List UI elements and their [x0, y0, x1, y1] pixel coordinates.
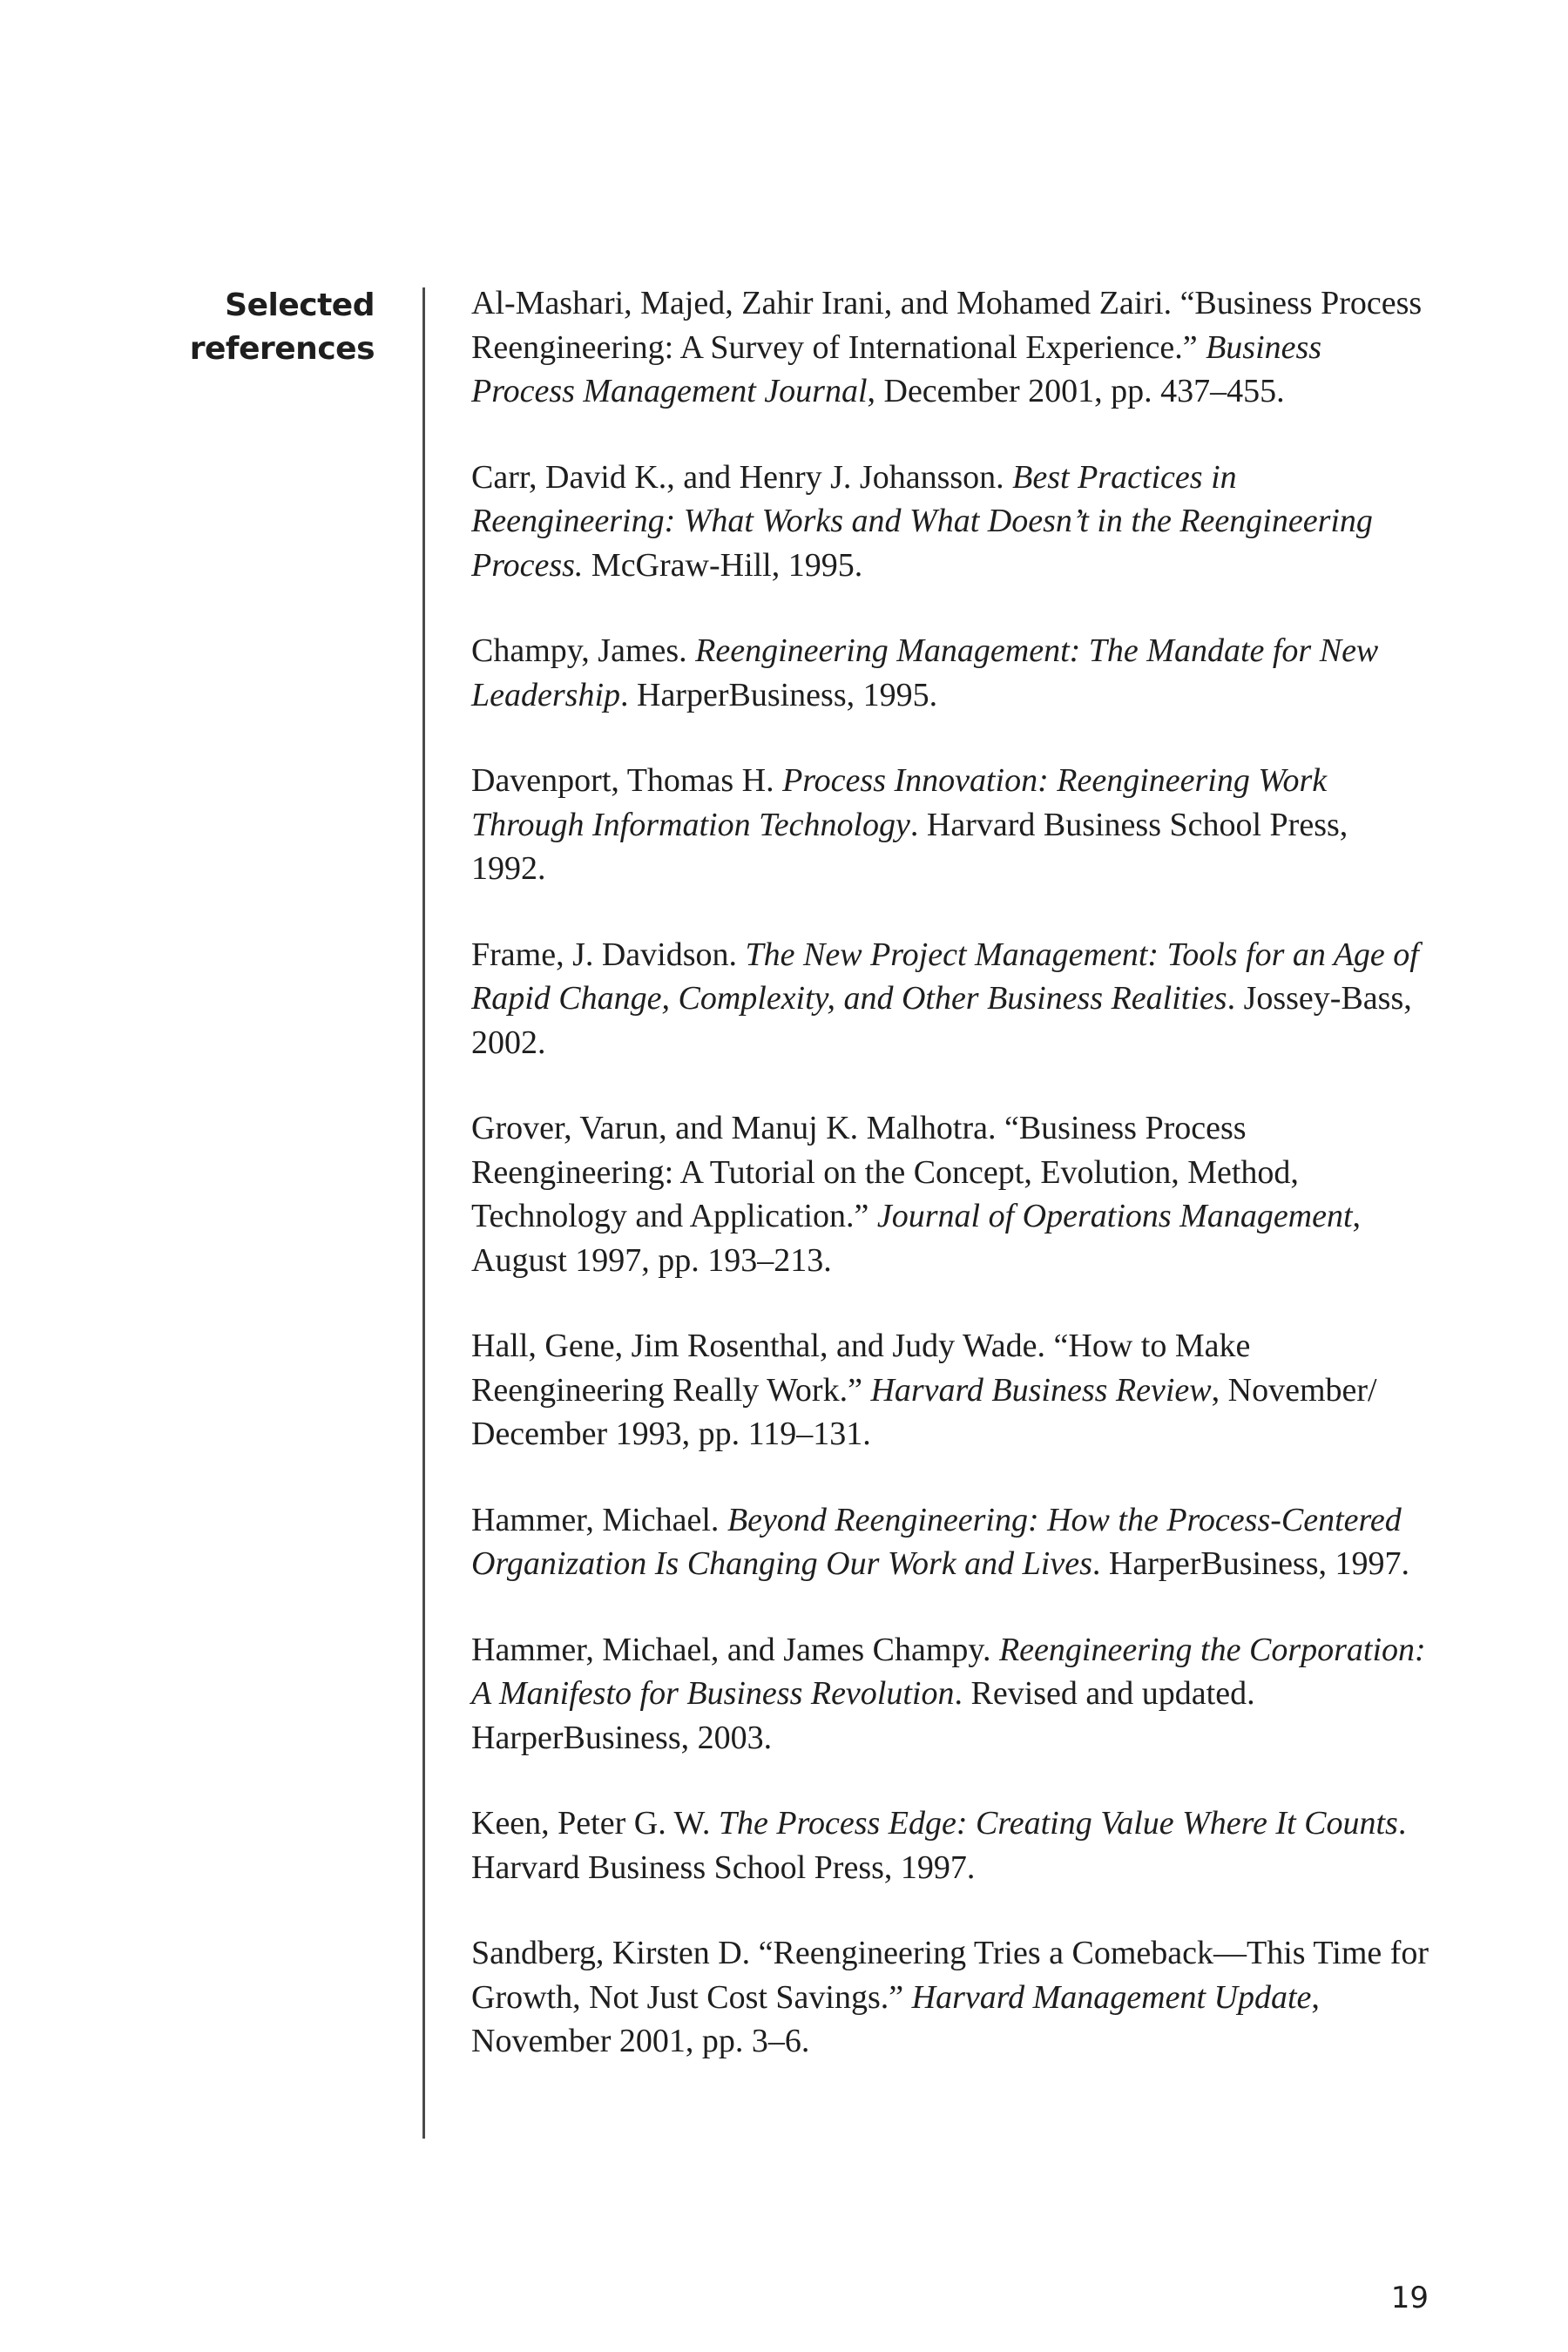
reference-entry — [471, 1498, 1429, 1586]
reference-text: McGraw-Hill, 1995. — [583, 546, 863, 584]
reference-text: Carr, David K., and Henry J. Johansson. — [471, 458, 1013, 496]
reference-text: Davenport, Thomas H. — [471, 762, 783, 799]
page-number: 19 — [1390, 2281, 1429, 2315]
reference-text: Frame, J. Davidson. — [471, 936, 746, 973]
reference-text: , November/ December 1993, pp. 119–131. — [471, 1371, 1377, 1452]
reference-title: The Process Edge: Creating Value Where It Counts — [718, 1805, 1398, 1842]
reference-text: Hammer, Michael, and James Champy. — [471, 1631, 999, 1668]
reference-text: Grover, Varun, and Manuj K. Malhotra. “Business Process Reengineering: A Tutorial on the Concept, Evolution, Method, Technology and Application.” — [471, 1110, 1299, 1234]
reference-text: . Revised and updated. HarperBusiness, 2003. — [471, 1675, 1255, 1756]
section-heading-line-2: references — [189, 331, 375, 367]
reference-text: Sandberg, Kirsten D. “Reengineering Tries a Comeback—This Time for Growth, Not Just Cost Savings.” — [471, 1935, 1429, 2016]
reference-title: Reengineering Management: The Mandate for New Leadership — [471, 632, 1379, 713]
reference-entry — [471, 1106, 1429, 1282]
reference-text: , November 2001, pp. 3–6. — [471, 1978, 1320, 2059]
reference-text: Hall, Gene, Jim Rosenthal, and Judy Wade. “How to Make Reengineering Really Work.” — [471, 1328, 1251, 1409]
section-heading-line-1: Selected — [225, 287, 375, 323]
reference-title: Harvard Business Review — [870, 1371, 1212, 1409]
reference-text: . HarperBusiness, 1997. — [1092, 1545, 1410, 1582]
reference-entry — [471, 1324, 1429, 1456]
reference-title: Harvard Management Update — [911, 1978, 1312, 2016]
reference-entry — [471, 1628, 1429, 1761]
reference-entry — [471, 456, 1429, 588]
reference-title: Journal of Operations Management — [876, 1198, 1353, 1234]
reference-title: Process Innovation: Reengineering Work Through Information Technology — [471, 762, 1328, 843]
reference-title: Best Practices in Reengineering: What Works and What Doesn’t in the Reengineering Process. — [471, 458, 1373, 584]
reference-title: Business Process Management Journal — [471, 328, 1322, 409]
reference-text: Hammer, Michael. — [471, 1501, 727, 1538]
reference-text: . HarperBusiness, 1995. — [620, 676, 938, 713]
section-heading — [131, 284, 375, 371]
reference-entry — [471, 1931, 1429, 2064]
reference-entry — [471, 281, 1429, 414]
reference-text: , December 2001, pp. 437–455. — [867, 373, 1285, 409]
vertical-divider — [422, 287, 425, 2139]
reference-title: Beyond Reengineering: How the Process-Centered Organization Is Changing Our Work and Lives — [471, 1501, 1402, 1582]
reference-text: Al-Mashari, Majed, Zahir Irani, and Mohamed Zairi. “Business Process Reengineering: A Survey of International Experience.” — [471, 285, 1423, 366]
reference-list — [471, 281, 1429, 2105]
reference-text: Keen, Peter G. W. — [471, 1805, 719, 1842]
reference-entry — [471, 933, 1429, 1065]
reference-text: . Jossey-Bass, 2002. — [471, 980, 1412, 1061]
reference-text: . Harvard Business School Press, 1992. — [471, 806, 1348, 887]
reference-title: Reengineering the Corporation: A Manifesto for Business Revolution — [471, 1631, 1426, 1712]
reference-title: The New Project Management: Tools for an Age of Rapid Change, Complexity, and Other Business Realities — [471, 936, 1419, 1017]
reference-text: . Harvard Business School Press, 1997. — [471, 1805, 1407, 1886]
reference-entry — [471, 1801, 1429, 1889]
reference-entry — [471, 629, 1429, 717]
reference-entry — [471, 759, 1429, 891]
reference-text: , August 1997, pp. 193–213. — [471, 1198, 1362, 1279]
reference-text: Champy, James. — [471, 632, 696, 669]
